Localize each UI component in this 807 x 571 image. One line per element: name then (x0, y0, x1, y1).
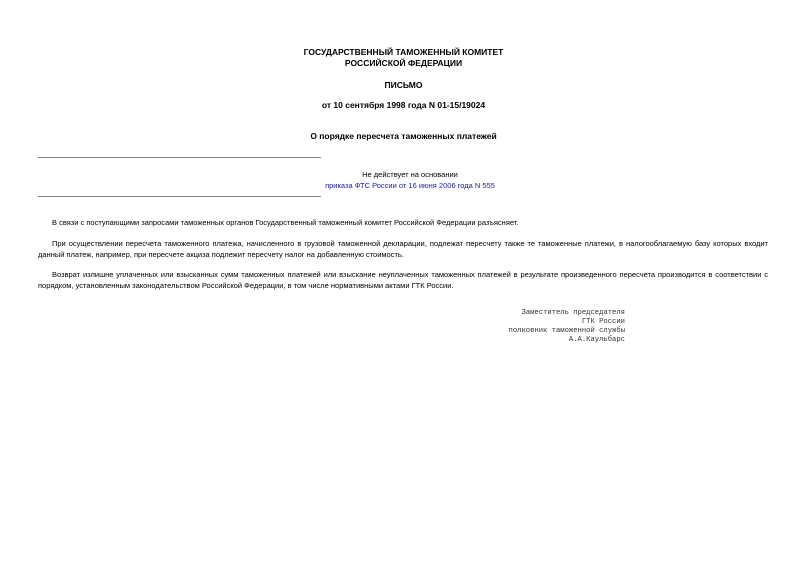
status-notice: Не действует на основании (362, 170, 458, 179)
divider-top (38, 157, 321, 158)
document-type: ПИСЬМО (384, 80, 423, 90)
agency-name-line1: ГОСУДАРСТВЕННЫЙ ТАМОЖЕННЫЙ КОМИТЕТ (303, 47, 504, 57)
agency-name-line2: РОССИЙСКОЙ ФЕДЕРАЦИИ (344, 58, 463, 68)
status-link-wrap (280, 180, 540, 191)
document-date-number: от 10 сентября 1998 года N 01-15/19024 (321, 100, 486, 110)
document-title: О порядке пересчета таможенных платежей (310, 131, 497, 141)
divider-bottom (38, 196, 321, 197)
body-paragraph-3: Возврат излишне уплаченных или взысканных сумм таможенных платежей или взыскание неуплаченных таможенных платежей в результате произведенного пересчета производится в соответствии с порядком, установленным законодательством Российской Федерации, в том числе нормативными актами ГТК России. (38, 270, 768, 290)
signature-agency: ГТК России (581, 318, 625, 326)
signature-position: Заместитель председателя (521, 309, 625, 317)
repeal-order-link[interactable]: приказа ФТС России от 16 июня 2006 года N 555 (325, 181, 495, 190)
signature-name: А.А.Каульбарс (568, 336, 625, 344)
body-paragraph-2: При осуществлении пересчета таможенного платежа, начисленного в грузовой таможенной декларации, подлежат пересчету также те таможенные платежи, в налогооблагаемую базу которых входит данный платеж, например, при пересчете акциза подлежит пересчету налог на добавленную стоимость. (38, 239, 768, 259)
body-paragraph-1: В связи с поступающими запросами таможенных органов Государственный таможенный комитет Российской Федерации разъясняет. (52, 218, 519, 227)
signature-rank: полковник таможенной службы (508, 327, 625, 335)
